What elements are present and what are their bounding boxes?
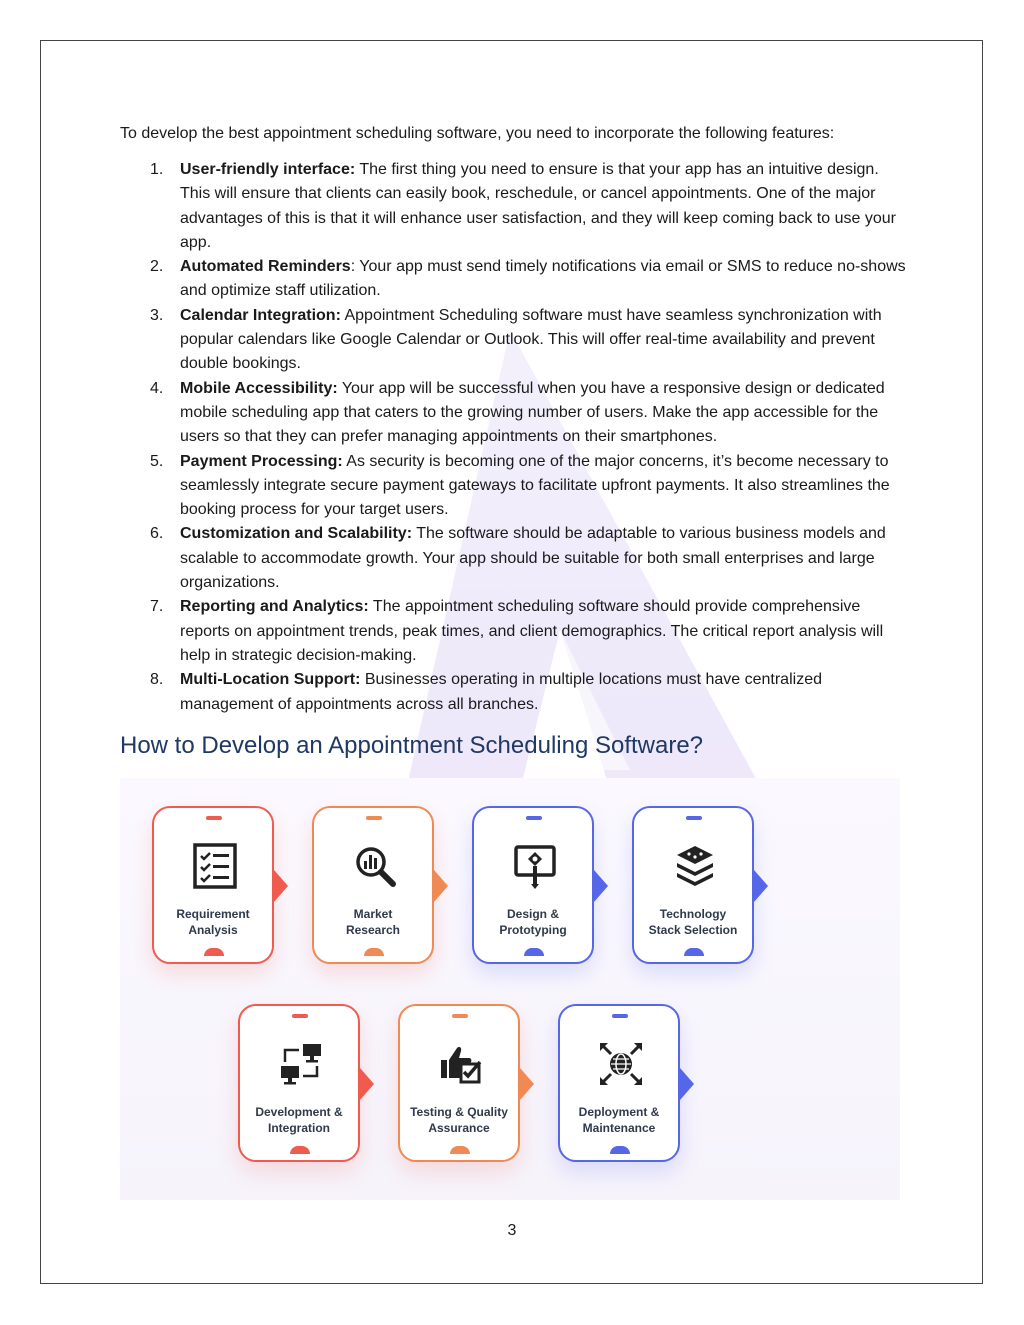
item-title: Calendar Integration: bbox=[180, 306, 341, 324]
arrow-right-icon bbox=[360, 1068, 374, 1100]
card-tab-top bbox=[366, 816, 382, 820]
list-item bbox=[120, 522, 910, 595]
intro-paragraph: To develop the best appointment scheduling software, you need to incorporate the following features: bbox=[120, 125, 835, 142]
item-number: 4. bbox=[150, 379, 164, 397]
step-card-requirement-analysis bbox=[152, 806, 274, 964]
item-number: 7. bbox=[150, 598, 164, 616]
card-tab-bottom bbox=[524, 948, 544, 956]
card-tab-bottom bbox=[450, 1146, 470, 1154]
arrow-right-icon bbox=[274, 870, 288, 902]
item-title: Customization and Scalability: bbox=[180, 525, 413, 543]
step-label: Design & Prototyping bbox=[499, 907, 567, 937]
item-text: As security is becoming one of the major concerns, it’s become necessary to seamlessly integrate secure payment gateways to facilitate upfront payments. It also streamlines the booking process for your target users. bbox=[180, 452, 890, 519]
process-infographic bbox=[120, 778, 900, 1200]
arrow-right-icon bbox=[520, 1068, 534, 1100]
card-tab-top bbox=[612, 1014, 628, 1018]
network-computers-icon bbox=[277, 1040, 325, 1088]
card-tab-top bbox=[452, 1014, 468, 1018]
item-number: 6. bbox=[150, 525, 164, 543]
list-item bbox=[120, 158, 910, 255]
arrow-right-icon bbox=[754, 870, 768, 902]
step-card-deployment-maintenance bbox=[558, 1004, 680, 1162]
design-board-icon bbox=[511, 842, 559, 890]
step-card-development-integration bbox=[238, 1004, 360, 1162]
item-title: Mobile Accessibility: bbox=[180, 379, 338, 397]
thumbs-up-check-icon bbox=[437, 1040, 485, 1088]
item-text: The appointment scheduling software should provide comprehensive reports on appointment trends, peak times, and client demographics. The critical report analysis will help in strategic decision-making. bbox=[180, 598, 884, 664]
stack-layers-icon bbox=[671, 842, 719, 890]
arrow-right-icon bbox=[680, 1068, 694, 1100]
step-label: Market Research bbox=[345, 907, 401, 937]
step-card-testing-quality bbox=[398, 1004, 520, 1162]
page-number: 3 bbox=[507, 1222, 517, 1239]
list-item bbox=[120, 595, 910, 668]
step-label: Requirement Analysis bbox=[176, 907, 250, 937]
list-item bbox=[120, 377, 910, 450]
card-tab-top bbox=[686, 816, 702, 820]
card-tab-top bbox=[292, 1014, 308, 1018]
card-tab-bottom bbox=[684, 948, 704, 956]
item-text: The first thing you need to ensure is that your app has an intuitive design. This will ensure that clients can easily book, reschedule, or cancel appointments. One of the major advantages of this is that it will enhance user satisfaction, and they will keep coming back to use your app. bbox=[180, 161, 896, 251]
item-number: 1. bbox=[150, 161, 164, 178]
item-number: 3. bbox=[150, 306, 164, 324]
arrow-right-icon bbox=[434, 870, 448, 902]
list-item bbox=[120, 450, 910, 523]
section-heading: How to Develop an Appointment Scheduling Software? bbox=[120, 732, 704, 759]
card-tab-bottom bbox=[204, 948, 224, 956]
item-text: The software should be adaptable to various business models and scalable to accommodate growth. Your app should be suitable for both small enterprises and large organizations. bbox=[180, 525, 886, 592]
card-tab-top bbox=[206, 816, 222, 820]
item-number: 5. bbox=[150, 452, 164, 470]
item-text: Appointment Scheduling software must have seamless synchronization with popular calendars like Google Calendar or Outlook. This will offer real-time availability and prevent double bookings. bbox=[180, 306, 882, 373]
magnifier-chart-icon bbox=[351, 842, 399, 890]
step-label: Development & Integration bbox=[255, 1105, 343, 1135]
item-title: User-friendly interface: bbox=[180, 161, 356, 178]
item-title: Automated Reminders bbox=[180, 258, 351, 276]
card-tab-bottom bbox=[290, 1146, 310, 1154]
item-text: Your app will be successful when you have a responsive design or dedicated mobile scheduling app that caters to the growing number of users. Make the app accessible for the users so that they can prefer managing appointments on their smartphones. bbox=[180, 379, 885, 446]
globe-arrows-icon bbox=[597, 1040, 645, 1088]
step-label: Technology Stack Selection bbox=[648, 907, 738, 937]
card-tab-bottom bbox=[610, 1146, 630, 1154]
step-label: Deployment & Maintenance bbox=[578, 1105, 660, 1135]
item-title: Payment Processing: bbox=[180, 452, 343, 470]
item-text: Businesses operating in multiple locations must have centralized management of appointments across all branches. bbox=[180, 671, 822, 713]
list-item bbox=[120, 668, 910, 717]
checklist-icon bbox=[191, 842, 239, 890]
item-number: 2. bbox=[150, 258, 164, 276]
card-tab-top bbox=[526, 816, 542, 820]
feature-list bbox=[120, 158, 910, 717]
item-number: 8. bbox=[150, 671, 164, 689]
item-title: Reporting and Analytics: bbox=[180, 598, 369, 616]
list-item bbox=[120, 255, 910, 304]
item-text: : Your app must send timely notifications via email or SMS to reduce no-shows and optimize staff utilization. bbox=[180, 258, 906, 300]
step-card-technology-stack bbox=[632, 806, 754, 964]
step-card-market-research bbox=[312, 806, 434, 964]
card-tab-bottom bbox=[364, 948, 384, 956]
step-card-design-prototyping bbox=[472, 806, 594, 964]
step-label: Testing & Quality Assurance bbox=[410, 1105, 508, 1135]
item-title: Multi-Location Support: bbox=[180, 671, 361, 689]
list-item bbox=[120, 304, 910, 377]
arrow-right-icon bbox=[594, 870, 608, 902]
